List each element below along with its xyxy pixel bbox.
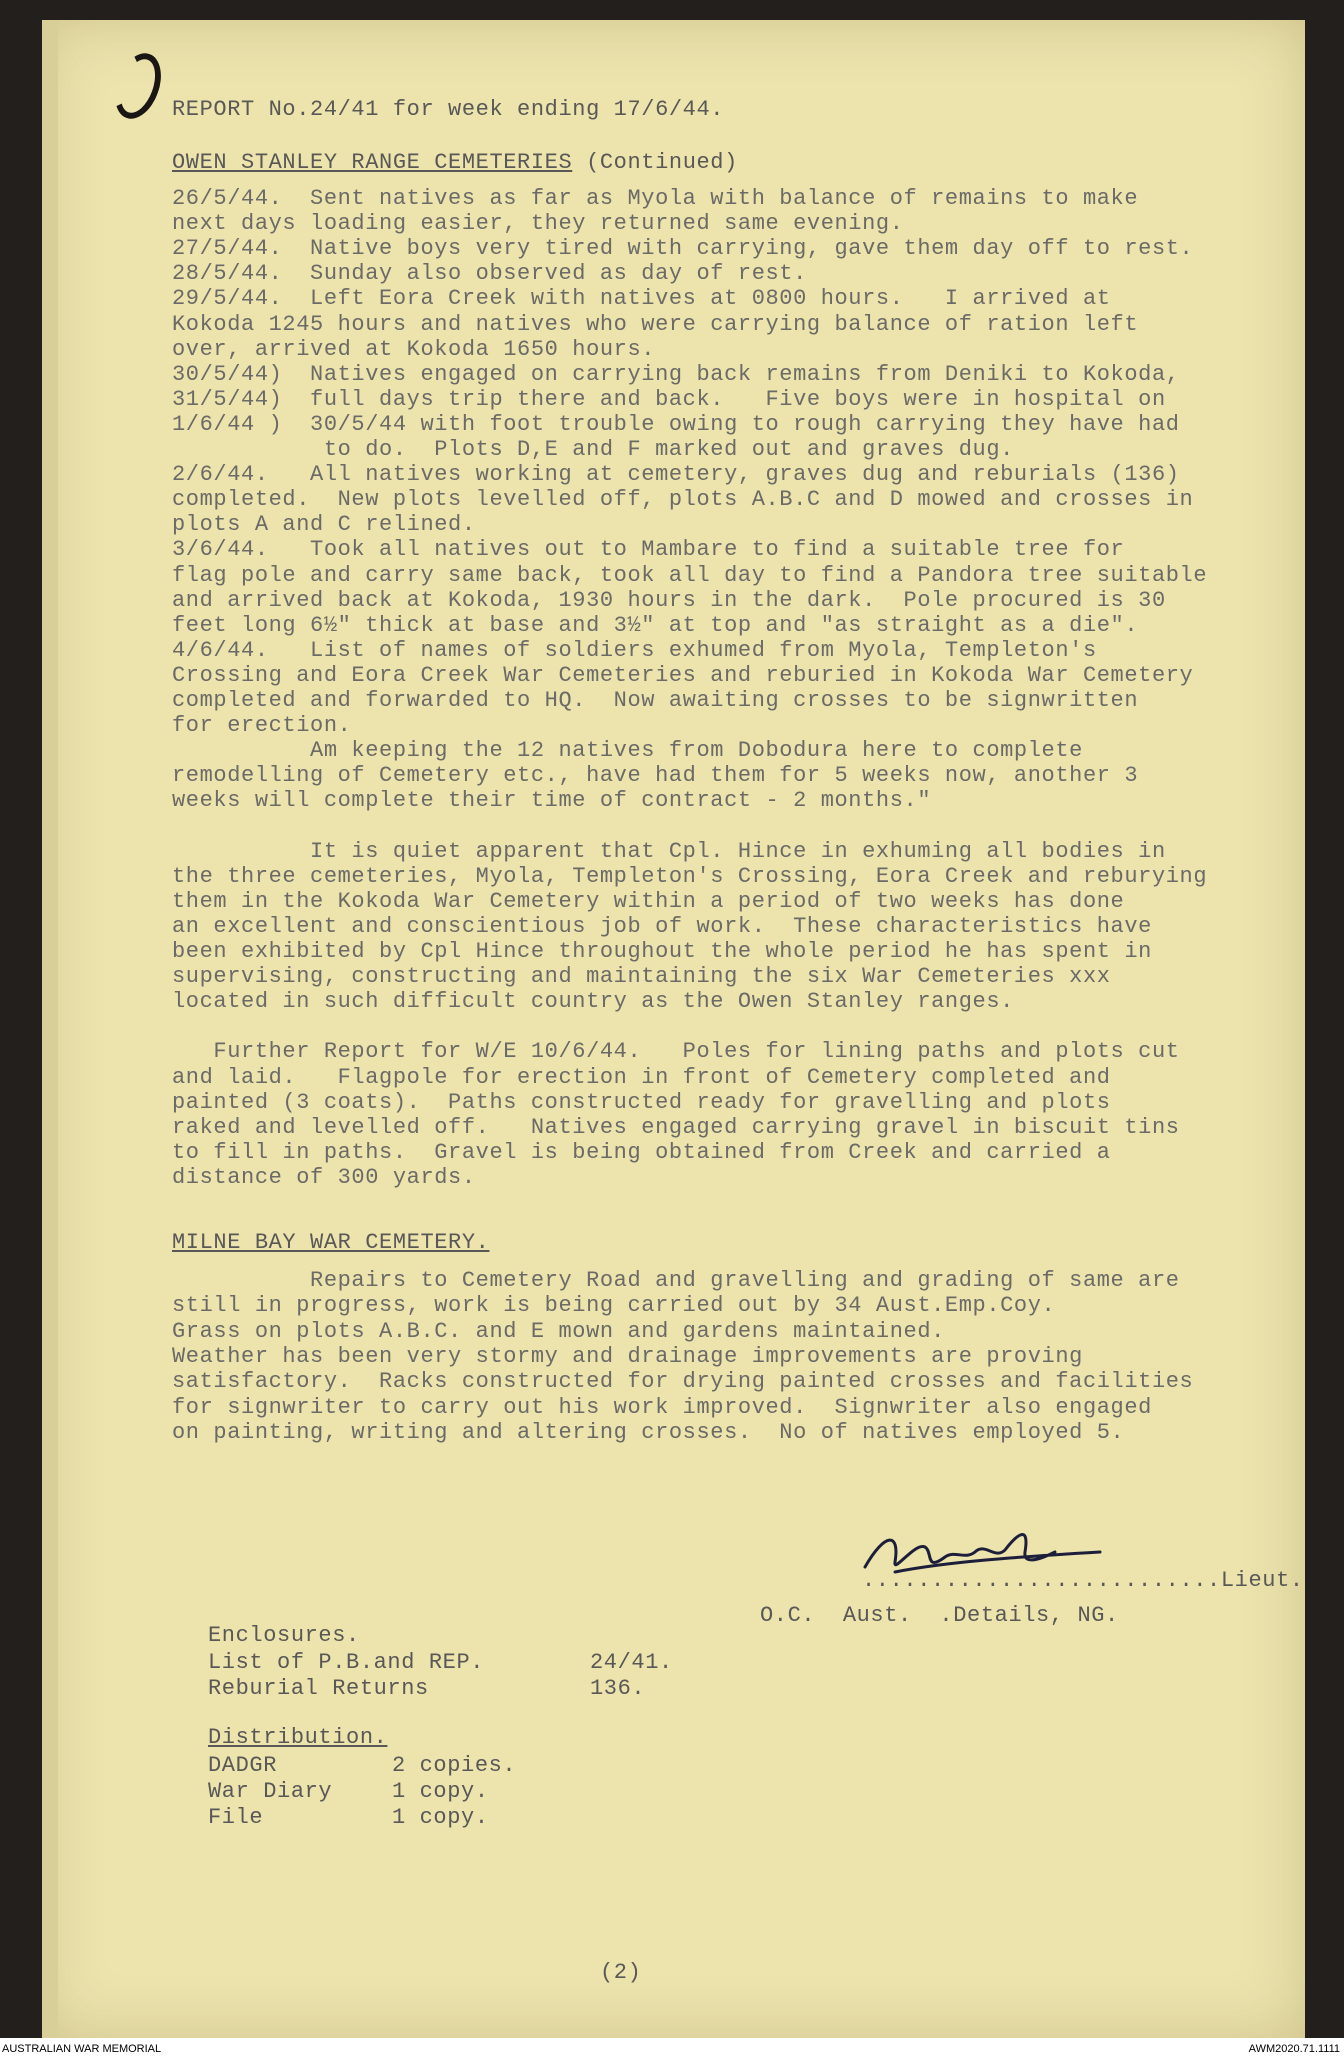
milne-bay-line: on painting, writing and altering crosses. No of natives employed 5. (172, 1419, 1125, 1445)
report-line: 30/5/44) Natives engaged on carrying back remains from Deniki to Kokoda, (172, 361, 1180, 387)
distribution-item-label: War Diary (208, 1779, 333, 1804)
report-line: Further Report for W/E 10/6/44. Poles for lining paths and plots cut (172, 1039, 1180, 1065)
milne-bay-line: Repairs to Cemetery Road and gravelling and grading of same are (172, 1268, 1180, 1293)
milne-bay-line: for signwriter to carry out his work improved. Signwriter also engaged (172, 1394, 1152, 1420)
report-line: painted (3 coats). Paths constructed ready for gravelling and plots (172, 1089, 1111, 1115)
report-header: REPORT No.24/41 for week ending 17/6/44. (172, 97, 725, 122)
section-continued: (Continued) (586, 150, 738, 175)
report-line: raked and levelled off. Natives engaged carrying gravel in biscuit tins (172, 1114, 1180, 1140)
enclosures-title: Enclosures. (208, 1623, 360, 1648)
report-line: 31/5/44) full days trip there and back. Five boys were in hospital on (172, 386, 1166, 412)
report-line: an excellent and conscientious job of work. These characteristics have (172, 913, 1152, 939)
section-title-text: OWEN STANLEY RANGE CEMETERIES (172, 150, 573, 175)
report-line: Crossing and Eora Creek War Cemeteries and reburied in Kokoda War Cemetery (172, 662, 1194, 688)
page-number: (2) (600, 1960, 642, 1985)
distribution-title: Distribution. (208, 1725, 388, 1750)
report-line: the three cemeteries, Myola, Templeton's Crossing, Eora Creek and reburying (172, 863, 1208, 889)
report-line: located in such difficult country as the Owen Stanley ranges. (172, 989, 1014, 1015)
report-line: supervising, constructing and maintaining the six War Cemeteries xxx (172, 964, 1111, 990)
report-line: feet long 6½" thick at base and 3½" at top and "as straight as a die". (172, 612, 1139, 638)
distribution-item-value: 2 copies. (392, 1753, 517, 1778)
report-line: 2/6/44. All natives working at cemetery, graves dug and reburials (136) (172, 462, 1180, 488)
distribution-item-label: DADGR (208, 1753, 278, 1778)
enclosure-item-label: Reburial Returns (208, 1676, 429, 1701)
report-line: been exhibited by Cpl Hince throughout the whole period he has spent in (172, 939, 1152, 964)
signature-title: O.C. Aust. .Details, NG. (760, 1603, 1119, 1628)
report-line: flag pole and carry same back, took all day to find a Pandora tree suitable (172, 562, 1208, 588)
report-line: plots A and C relined. (172, 512, 476, 538)
distribution-item-value: 1 copy. (392, 1779, 489, 1804)
report-line: 29/5/44. Left Eora Creek with natives at 0800 hours. I arrived at (172, 286, 1111, 312)
section-title (172, 152, 738, 174)
report-line: and arrived back at Kokoda, 1930 hours in the dark. Pole procured is 30 (172, 587, 1166, 613)
report-line: 26/5/44. Sent natives as far as Myola with balance of remains to make (172, 186, 1139, 211)
report-line: completed and forwarded to HQ. Now awaiting crosses to be signwritten (172, 688, 1139, 713)
report-line: distance of 300 yards. (172, 1164, 476, 1190)
report-line: and laid. Flagpole for erection in front of Cemetery completed and (172, 1064, 1111, 1090)
report-line: 3/6/44. Took all natives out to Mambare to find a suitable tree for (172, 537, 1125, 563)
report-line: 1/6/44 ) 30/5/44 with foot trouble owing to rough carrying they have had (172, 411, 1180, 437)
enclosure-item-value: 24/41. (590, 1650, 673, 1675)
paper-edge (42, 20, 58, 2038)
milne-bay-line: still in progress, work is being carried out by 34 Aust.Emp.Coy. (172, 1293, 1056, 1319)
signature-dots: ..........................Lieut. (862, 1568, 1304, 1593)
report-line: completed. New plots levelled off, plots A.B.C and D mowed and crosses in (172, 487, 1194, 513)
distribution-item-label: File (208, 1805, 264, 1830)
report-line: next days loading easier, they returned same evening. (172, 211, 904, 237)
report-line: for erection. (172, 713, 352, 739)
report-line: to do. Plots D,E and F marked out and graves dug. (172, 437, 1014, 462)
distribution-item-value: 1 copy. (392, 1805, 489, 1830)
report-line: It is quiet apparent that Cpl. Hince in exhuming all bodies in (172, 838, 1166, 864)
enclosure-item-value: 136. (590, 1676, 646, 1701)
report-line: 27/5/44. Native boys very tired with carrying, gave them day off to rest. (172, 236, 1194, 262)
report-line: to fill in paths. Gravel is being obtained from Creek and carried a (172, 1139, 1111, 1165)
report-line: remodelling of Cemetery etc., have had them for 5 weeks now, another 3 (172, 763, 1139, 789)
report-line: Kokoda 1245 hours and natives who were carrying balance of ration left (172, 311, 1139, 337)
footer-left: AUSTRALIAN WAR MEMORIAL (2, 2043, 162, 2055)
report-line: over, arrived at Kokoda 1650 hours. (172, 336, 656, 362)
report-line: them in the Kokoda War Cemetery within a period of two weeks has done (172, 888, 1125, 914)
enclosure-item-label: List of P.B.and REP. (208, 1650, 485, 1675)
milne-bay-title: MILNE BAY WAR CEMETERY. (172, 1230, 490, 1255)
report-line: 4/6/44. List of names of soldiers exhumed from Myola, Templeton's (172, 637, 1097, 663)
milne-bay-line: satisfactory. Racks constructed for drying painted crosses and facilities (172, 1369, 1194, 1395)
report-line: Am keeping the 12 natives from Dobodura here to complete (172, 738, 1083, 764)
footer-right: AWM2020.71.1111 (1248, 2043, 1340, 2055)
archive-footer (0, 2038, 1344, 2061)
milne-bay-line: Grass on plots A.B.C. and E mown and gardens maintained. (172, 1318, 945, 1344)
milne-bay-line: Weather has been very stormy and drainage improvements are proving (172, 1343, 1083, 1369)
report-line: weeks will complete their time of contract - 2 months." (172, 788, 932, 814)
report-line: 28/5/44. Sunday also observed as day of rest. (172, 261, 807, 287)
